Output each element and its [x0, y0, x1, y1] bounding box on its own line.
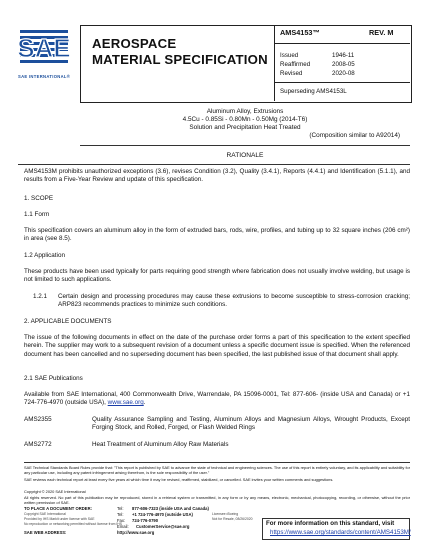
tel-label: Tel:: [117, 506, 124, 511]
revised-value: 2020-08: [332, 70, 355, 77]
more-info-text: For more information on this standard, visit: [266, 520, 395, 527]
document-number: AMS4153™: [280, 28, 320, 37]
email-label: Email:: [117, 524, 129, 529]
logo-letters: SAE: [18, 33, 70, 63]
section-2-heading: 2. APPLICABLE DOCUMENTS: [24, 318, 112, 325]
ref-ams2355-id: AMS2355: [24, 416, 52, 423]
footer-terms: SAE Technical Standards Board Rules provide that: "This report is published by SAE to advance the state of technical and engineering sciences. The use of this report is entirely voluntary, and its applicability and suitability for any particular use, including any patent infringement arising therefrom, is the sole responsibility of the user.": [24, 465, 410, 476]
section-1-2-text: These products have been used typically for parts requiring good strength where fabrication does not usually involve welding, but usage is not limited to such applications.: [24, 268, 410, 284]
issued-value: 1946-11: [332, 52, 355, 59]
sae-logo: [18, 22, 70, 72]
rationale-text: AMS4153M prohibits unauthorized exceptions (3.6), revises Condition (3.2), Quality (3.4.1), Reports (4.4.1) and Identification (5.1.1), and results from a Five-Year Review and update of this specification.: [24, 168, 410, 184]
reaffirmed-value: 2008-05: [332, 61, 355, 68]
footer-copyright: Copyright © 2020 SAE International: [24, 489, 86, 494]
description-line-1: Aluminum Alloy, Extrusions: [206, 108, 284, 115]
description-line-2: 4.5Cu - 0.85Si - 0.80Mn - 0.50Mg (2014-T6): [182, 116, 308, 123]
web-value[interactable]: http://www.sae.org: [117, 530, 155, 535]
section-1-1-heading: 1.1 Form: [24, 211, 50, 218]
sae-address: Available from SAE International, 400 Commonwealth Drive, Warrendale, PA 15096-0001, Tel: 877-606- (inside USA and Canada) or +1 724-776-4970 (outside USA),: [24, 391, 410, 407]
description-line-3: Solution and Precipitation Heat Treated: [189, 124, 301, 131]
rationale-rule: [18, 164, 410, 165]
ref-ams2772-id: AMS2772: [24, 441, 52, 448]
description-line-4: (Composition similar to A92014): [309, 132, 400, 139]
footer-review: SAE reviews each technical report at least every five years at which time it may be revised, reaffirmed, stabilized, or cancelled. SAE invites your written comments and suggestions.: [24, 477, 334, 482]
noreprod-small: No reproduction or networking permitted without license from IHS: [24, 522, 122, 526]
section-1-1-text: This specification covers an aluminum alloy in the form of extruded bars, rods, wire, profiles, and tubing up to 32 square inches (206 cm²) in area (see 8.5).: [24, 227, 410, 243]
copyright-small: Copyright SAE International: [24, 512, 66, 516]
sae-website-link[interactable]: www.sae.org: [107, 399, 144, 407]
section-1-2-1-text: Certain design and processing procedures may cause these extrusions to become susceptible to stress-corrosion cracking; ARP823 recommends practices to minimize such conditions.: [58, 293, 410, 309]
notresale-small: Not for Resale, 08/26/2020: [212, 517, 253, 521]
ref-ams2772-text: Heat Treatment of Aluminum Alloy Raw Materials: [92, 441, 229, 448]
revision-label: REV. M: [369, 28, 394, 37]
provided-small: Provided by IHS Markit under license with SAE: [24, 517, 95, 521]
footer-rights: All rights reserved. No part of this publication may be reproduced, stored in a retrieval system or transmitted, in any form or by any means, electronic, mechanical, photocopying, recording, or otherwise, without the prior written permission of SAE.: [24, 495, 410, 506]
logo-wordmark: SAE INTERNATIONAL®: [18, 74, 71, 79]
email-value[interactable]: CustomerService@sae.org: [136, 524, 190, 529]
section-1-heading: 1. SCOPE: [24, 195, 54, 202]
ref-ams2355-text: Quality Assurance Sampling and Testing, Aluminum Alloys and Magnesium Alloys, Wrought Products, Except Forging Stock, and Rolled, Forged, or Flash Welded Rings: [92, 416, 410, 432]
section-2-1-heading: 2.1 SAE Publications: [24, 375, 83, 382]
superseding: Superseding AMS4153L: [280, 88, 347, 95]
header-divider: [275, 43, 410, 44]
section-1-2-1-number: 1.2.1: [33, 293, 48, 300]
fax-label: Fax:: [117, 518, 126, 523]
order-label: TO PLACE A DOCUMENT ORDER:: [24, 506, 93, 511]
standard-link[interactable]: https://www.sae.org/standards/content/AMS4153M/: [270, 529, 411, 536]
header-divider-2: [275, 82, 410, 83]
title-line-1: AEROSPACE: [92, 36, 177, 51]
description-rule: [80, 145, 410, 146]
tel2-value: +1 724-776-4970 (outside USA): [132, 512, 193, 517]
licensee-small: Licensee=Boeing: [212, 512, 239, 516]
rationale-heading: RATIONALE: [226, 152, 264, 159]
reaffirmed-label: Reaffirmed: [280, 61, 311, 68]
revised-label: Revised: [280, 70, 303, 77]
section-2-text: The issue of the following documents in effect on the date of the purchase order forms a part of this specification to the extent specified herein. The supplier may work to a subsequent revision of a document unless a specific document issue is specified. When the referenced document has been cancelled and no superseding document has been specified, the last published issue of that document shall apply.: [24, 334, 410, 358]
web-label: SAE WEB ADDRESS:: [24, 530, 67, 535]
tel2-label: Tel:: [117, 512, 124, 517]
fax-value: 724-776-0790: [132, 518, 159, 523]
footer-rule: [24, 462, 410, 463]
tel-value: 877-606-7323 (inside USA and Canada): [132, 506, 209, 511]
title-line-2: MATERIAL SPECIFICATION: [92, 52, 268, 67]
section-1-2-heading: 1.2 Application: [24, 252, 65, 259]
section-2-1-text: Available from SAE International, 400 Commonwealth Drive, Warrendale, PA 15096-0001, Tel: 877-606- (inside USA and Canada) or +1 724-776-4970 (outside USA), www.sae.org.: [24, 391, 410, 407]
issued-label: Issued: [280, 52, 299, 59]
